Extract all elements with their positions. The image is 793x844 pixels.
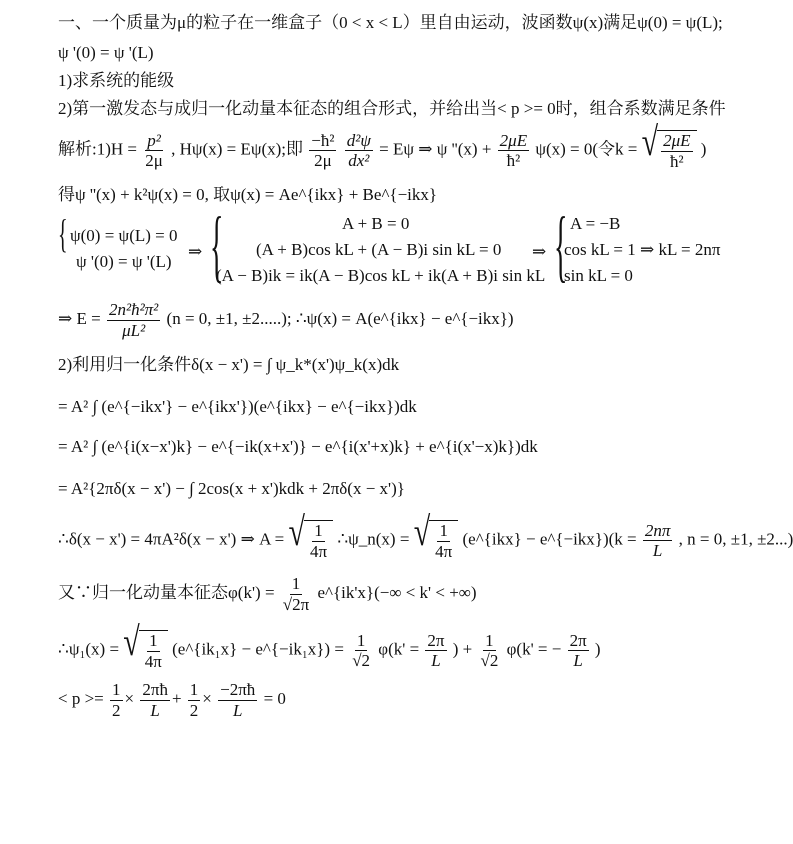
momentum-expectation: < p >= $\frac{1}{2}$ × $\frac{2\pi ħ}{L}$ + $\frac{1}{2}$ × $\frac{-2\pi ħ}{L}$ = 0 <box>58 680 286 720</box>
normalization-step-2: = A² ∫ (e^{i(x−x')k} − e^{−ik(x+x')} − e^{i(x'+x)k} + e^{i(x'−x)k})dk <box>58 437 538 456</box>
boundary-condition-2: ψ '(0) = ψ '(L) <box>76 252 172 271</box>
momentum-eigenstate: 又∵归一化动量本征态φ(k') = $\frac{1}{√2\pi}$ e^{ik'x}(−∞ < k' < +∞) <box>58 574 477 614</box>
question-2: 2)第一激发态与成归一化动量本征态的组合形式，并给出当< p >= 0时，组合系数满足条件 <box>58 99 726 118</box>
fraction-d2psi-dx2: $\frac{\text{d²ψ}}{\text{dx²}}$ <box>346 130 371 171</box>
boundary-condition-1: ψ(0) = ψ(L) = 0 <box>70 226 178 245</box>
normalization-condition: 2)利用归一化条件δ(x − x') = ∫ ψ_k*(x')ψ_k(x)dk <box>58 355 400 374</box>
boundary-conditions-system: { ψ(0) = ψ(L) = 0 ψ '(0) = ψ '(L) ⇒ { A + B = 0 (A + B)cos kL + (A − B)i sin kL = 0 (A − B)ik = ik(A − B)cos kL + ik(A + B)i sin kL ⇒ { A = −B cos kL = 1 ⇒ kL = 2nπ sin kL = 0 <box>58 202 721 290</box>
fraction-p2-2mu: $\frac{\text{p²}}{2\mu}$ <box>145 130 163 171</box>
equation-a-plus-b: A + B = 0 <box>342 214 410 233</box>
result-sinkl: sin kL = 0 <box>564 266 633 285</box>
fraction-hbar2-2mu: $\frac{\text{−ħ²}}{2\mu}$ <box>311 130 335 171</box>
question-1: 1)求系统的能级 <box>58 71 175 90</box>
problem-statement-line-1: 一、一个质量为μ的粒子在一维盒子（0 < x < L）里自由运动，波函数ψ(x)满足ψ(0) = ψ(L); <box>58 13 723 32</box>
solution-hamiltonian-line: 解析:1)H = $\frac{\text{p²}}{2\mu}$ , Hψ(x) = Eψ(x);即 $\frac{\text{−ħ²}}{2\mu}$ $\frac{\text{d²ψ}}{\text{dx²}}$ = Eψ ⇒ ψ ''(x) + $\frac{2\mu E}{\text{ħ²}}$ ψ(x) = 0(令k = √ $\frac{2\mu E}{\text{ħ²}}$ ) <box>58 120 707 171</box>
first-excited-state-expansion: ∴ψ₁(x) = √ $\frac{1}{4\pi}$ (e^{ik₁x} − e^{−ik₁x}) = $\frac{1}{√2}$ φ(k' = $\frac{2\pi}{L}$ ) + $\frac{1}{√2}$ φ(k' = − $\frac{2\pi}{L}$ ) <box>58 620 601 671</box>
problem-statement-line-2: ψ '(0) = ψ '(L) <box>58 43 154 62</box>
fraction-2muE-hbar2: $\frac{2\mu E}{\text{ħ²}}$ <box>499 130 528 171</box>
solution-general-solution: 得ψ ''(x) + k²ψ(x) = 0, 取ψ(x) = Ae^{ikx} + Be^{−ikx} <box>58 185 438 204</box>
result-a-minus-b: A = −B <box>570 214 621 233</box>
normalization-step-3: = A²{2πδ(x − x') − ∫ 2cos(x + x')kdk + 2πδ(x − x')} <box>58 479 405 498</box>
energy-levels-result: ⇒ E = $\frac{\text{2n²ħ²π²}}{\text{μL²}}$ (n = 0, ±1, ±2.....); ∴ψ(x) = A(e^{ikx} − e^{−ikx}) <box>58 300 514 340</box>
normalization-step-1: = A² ∫ (e^{−ikx'} − e^{ikx'})(e^{ikx} − e^{−ikx})dk <box>58 397 417 416</box>
equation-cos-sin: (A + B)cos kL + (A − B)i sin kL = 0 <box>256 240 502 259</box>
equation-derivative: (A − B)ik = ik(A − B)cos kL + ik(A + B)i sin kL <box>216 266 546 285</box>
normalized-wavefunction: ∴δ(x − x') = 4πA²δ(x − x') ⇒ A = √ $\frac{1}{4\pi}$ ∴ψ_n(x) = √ $\frac{1}{4\pi}$ (e^{ikx} − e^{−ikx})(k = $\frac{2n\pi}{L}$ , n = 0, ±1, ±2...) <box>58 510 793 561</box>
sqrt-k-definition: √ $\frac{2\mu E}{\text{ħ²}}$ <box>642 130 697 171</box>
result-coskl: cos kL = 1 ⇒ kL = 2nπ <box>564 240 721 259</box>
